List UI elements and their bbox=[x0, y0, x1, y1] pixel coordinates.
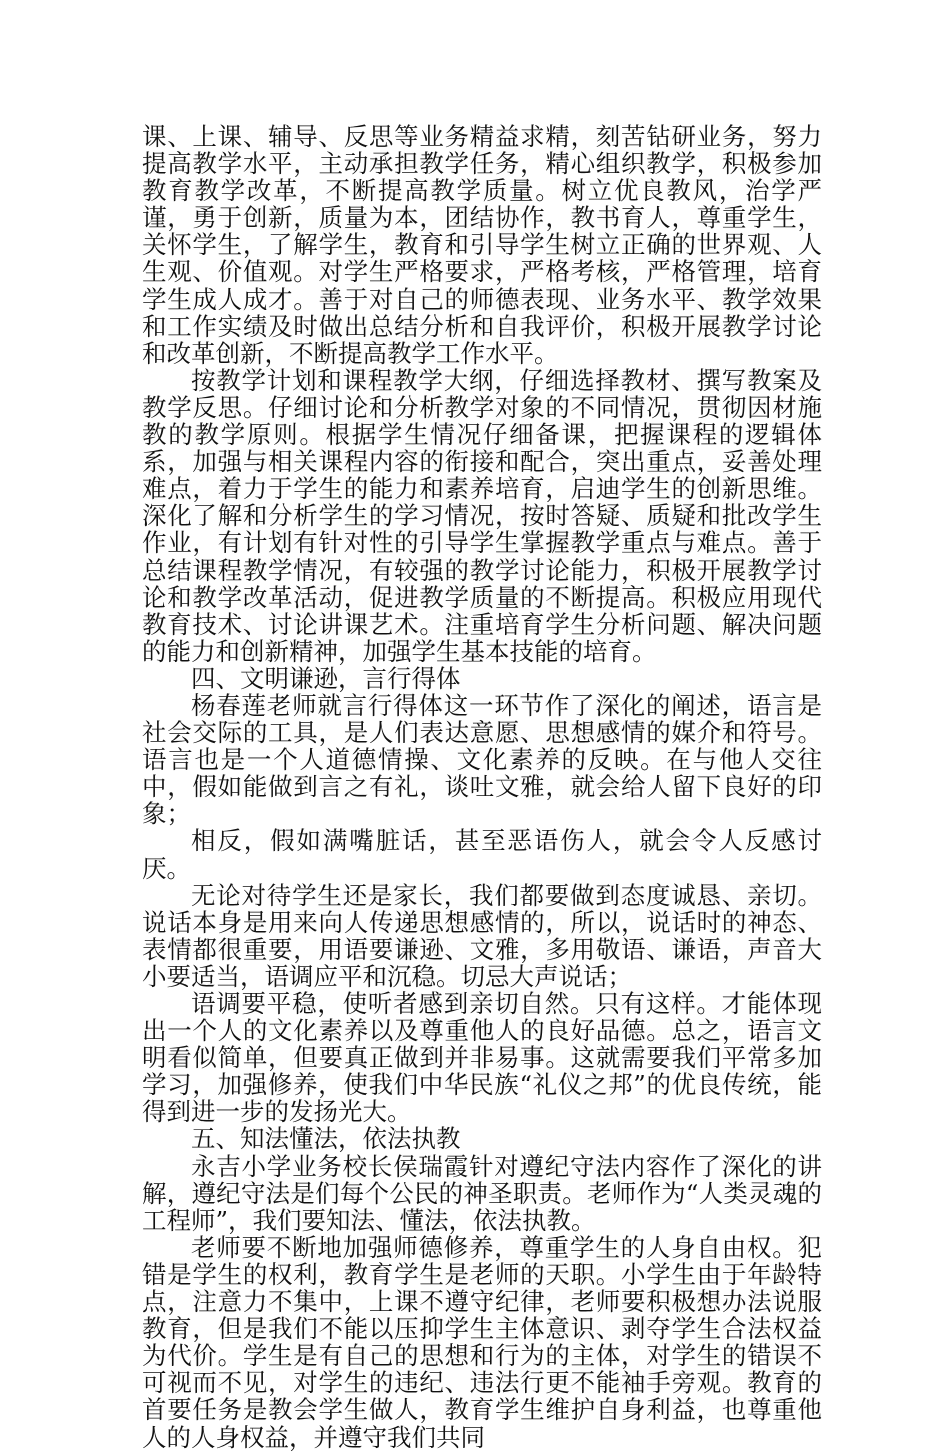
paragraph-contrary: 相反，假如满嘴脏话，甚至恶语伤人，就会令人反感讨厌。 bbox=[142, 826, 822, 883]
paragraph-teaching-plan: 按教学计划和课程教学大纲，仔细选择教材、撰写教案及教学反思。仔细讨论和分析教学对象的不同情况，贯彻因材施教的教学原则。根据学生情况仔细备课，把握课程的逻辑体系，加强与相关课程内容的衔接和配合，突出重点，妥善处理难点，着力于学生的能力和素养培育，启迪学生的创新思维。深化了解和分析学生的学习情况，按时答疑、质疑和批改学生作业，有计划有针对性的引导学生掌握教学重点与难点。善于总结课程教学情况，有较强的教学讨论能力，积极开展教学讨论和教学改革活动，促进教学质量的不断提高。积极应用现代教育技术、讨论讲课艺术。注重培育学生分析问题、解决问题的能力和创新精神，加强学生基本技能的培育。 bbox=[142, 365, 822, 666]
paragraph-student-rights: 老师要不断地加强师德修养，尊重学生的人身自由权。犯错是学生的权利，教育学生是老师的天职。小学生由于年龄特点，注意力不集中，上课不遵守纪律，老师要积极想办法说服教育，但是我们不能以压抑学生主体意识、剥夺学生合法权益为代价。学生是有自己的思想和行为的主体，对学生的错误不可视而不见，对学生的违纪、违法行更不能袖手旁观。教育的首要任务是教会学生做人，教育学生维护自身利益，也尊重他人的人身权益，并遵守我们共同 bbox=[142, 1232, 822, 1452]
paragraph-language-etiquette: 杨春莲老师就言行得体这一环节作了深化的阐述，语言是社会交际的工具，是人们表达意愿、思想感情的媒介和符号。语言也是一个人道德情操、文化素养的反映。在与他人交往中，假如能做到言之有礼，谈吐文雅，就会给人留下良好的印象； bbox=[142, 690, 822, 829]
section-heading-four: 四、文明谦逊，言行得体 bbox=[191, 663, 461, 693]
section-heading-five: 五、知法懂法，依法执教 bbox=[191, 1124, 461, 1154]
paragraph-law-abiding: 永吉小学业务校长侯瑞霞针对遵纪守法内容作了深化的讲解，遵纪守法是们每个公民的神圣职责。老师作为“人类灵魂的工程师”，我们要知法、懂法，依法执教。 bbox=[142, 1151, 822, 1235]
paragraph-teaching-quality: 课、上课、辅导、反思等业务精益求精，刻苦钻研业务，努力提高教学水平，主动承担教学任务，精心组织教学，积极参加教育教学改革，不断提高教学质量。树立优良教风，治学严谨，勇于创新，质量为本，团结协作，教书育人，尊重学生，关怀学生，了解学生，教育和引导学生树立正确的世界观、人生观、价值观。对学生严格要求，严格考核，严格管理，培育学生成人成才。善于对自己的师德表现、业务水平、教学效果和工作实绩及时做出总结分析和自我评价，积极开展教学讨论和改革创新，不断提高教学工作水平。 bbox=[142, 122, 822, 368]
document-body bbox=[142, 123, 822, 1451]
paragraph-attitude: 无论对待学生还是家长，我们都要做到态度诚恳、亲切。说话本身是用来向人传递思想感情的，所以，说话时的神态、表情都很重要，用语要谦逊、文雅，多用敬语、谦语，声音大小要适当，语调应平和沉稳。切忌大声说话； bbox=[142, 880, 822, 991]
paragraph-tone: 语调要平稳，使听者感到亲切自然。只有这样。才能体现出一个人的文化素养以及尊重他人的良好品德。总之，语言文明看似简单，但要真正做到并非易事。这就需要我们平常多加学习，加强修养，使我们中华民族“礼仪之邦”的优良传统，能得到进一步的发扬光大。 bbox=[142, 989, 822, 1127]
